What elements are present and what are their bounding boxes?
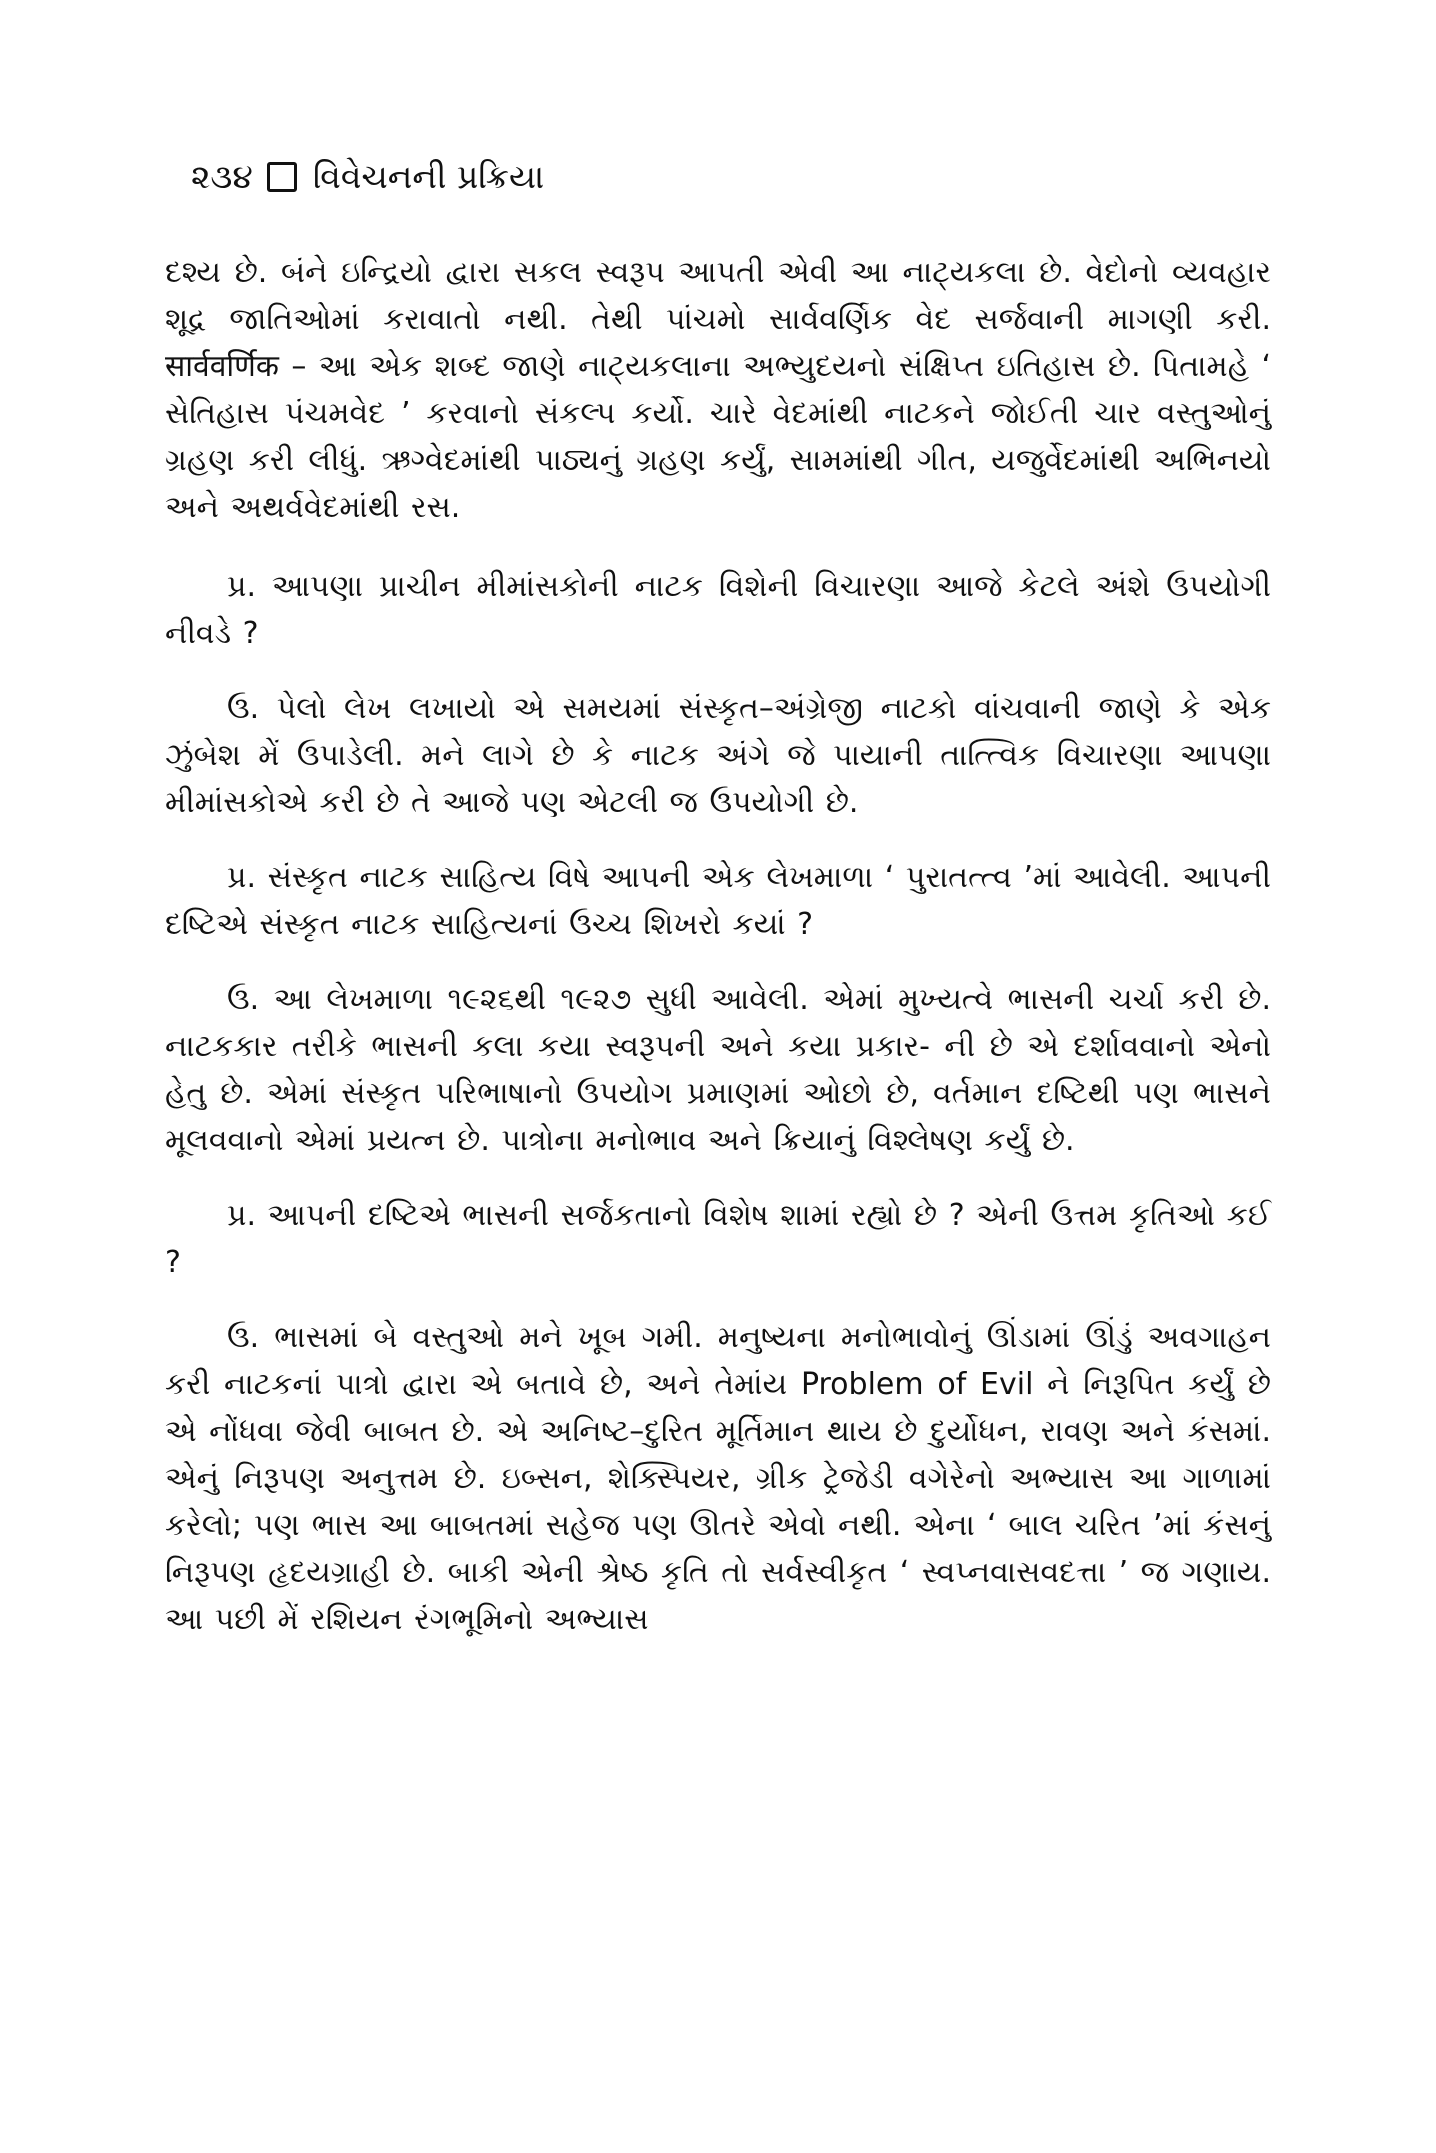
question-paragraph: પ્ર. સંસ્કૃત નાટક સાહિત્ય વિષે આપની એક લેખમાળા ‘ પુરાતત્ત્વ ’માં આવેલી. આપની દષ્ટિએ સંસ્કૃત નાટક સાહિત્યનાં ઉચ્ચ શિખરો કયાં ? (165, 860, 1271, 942)
question-paragraph: પ્ર. આપની દષ્ટિએ ભાસની સર્જકતાનો વિશેષ શામાં રહ્યો છે ? એની ઉત્તમ કૃતિઓ કઈ ? (165, 1198, 1271, 1280)
answer-paragraph: ઉ. ભાસમાં બે વસ્તુઓ મને ખૂબ ગમી. મનુષ્યના મનોભાવોનું ઊંડામાં ઊંડું અવગાહન કરી નાટકનાં પાત્રો દ્વારા એ બતાવે છે, અને તેમાંય Problem of Evil ને નિરૂપિત કર્યું છે એ નોંધવા જેવી બાબત છે. એ અનિષ્ટ–દુરિત મૂર્તિમાન થાય છે દુર્યોધન, રાવણ અને કંસમાં. એનું નિરૂપણ અનુત્તમ છે. ઇબ્સન, શેક્સ્પિયર, ગ્રીક ટ્રેજેડી વગેરેનો અભ્યાસ આ ગાળામાં કરેલો; પણ ભાસ આ બાબતમાં સહેજ પણ ઊતરે એવો નથી. એના ‘ બાલ ચરિત ’માં કંસનું નિરૂપણ હૃદયગ્રાહી છે. બાકી એની શ્રેષ્ઠ કૃતિ તો સર્વસ્વીકૃત ‘ સ્વપ્નવાસવદત્તા ’ જ ગણાય. આ પછી મેં રશિયન રંગભૂમિનો અભ્યાસ (165, 1320, 1271, 1637)
paragraph-continuation: દશ્ય છે. બંને ઇન્દ્રિયો દ્વારા સકલ સ્વરૂપ આપતી એવી આ નાટ્યકલા છે. વેદોનો વ્યવહાર શૂદ્ર જાતિઓમાં કરાવાતો નથી. તેથી પાંચમો સાર્વવર્ણિક વેદ સર્જવાની માગણી કરી. सार्ववर्णिक – આ એક શબ્દ જાણે નાટ્યકલાના અભ્યુદયનો સંક્ષિપ્ત ઇતિહાસ છે. પિતામહે ‘ સેતિહાસ પંચમવેદ ’ કરવાનો સંકલ્પ કર્યો. ચારે વેદમાંથી નાટકને જોઈતી ચાર વસ્તુઓનું ગ્રહણ કરી લીધું. ઋગ્વેદમાંથી પાઠ્યનું ગ્રહણ કર્યું, સામમાંથી ગીત, યજુર્વેદમાંથી અભિનયો અને અથર્વવેદમાંથી રસ. (165, 255, 1271, 525)
question-paragraph: પ્ર. આપણા પ્રાચીન મીમાંસકોની નાટક વિશેની વિચારણા આજે કેટલે અંશે ઉપયોગી નીવડે ? (165, 569, 1271, 651)
square-ornament-icon (267, 162, 297, 192)
book-title: વિવેચનની પ્રક્રિયા (312, 157, 545, 196)
page-number: ૨૩૪ (191, 157, 253, 196)
running-head (191, 155, 1271, 199)
answer-paragraph: ઉ. પેલો લેખ લખાયો એ સમયમાં સંસ્કૃત–અંગ્રેજી નાટકો વાંચવાની જાણે કે એક ઝુંબેશ મેં ઉપાડેલી. મને લાગે છે કે નાટક અંગે જે પાયાની તાત્ત્વિક વિચારણા આપણા મીમાંસકોએ કરી છે તે આજે પણ એટલી જ ઉપયોગી છે. (165, 691, 1271, 820)
answer-paragraph: ઉ. આ લેખમાળા ૧૯૨૬થી ૧૯૨૭ સુધી આવેલી. એમાં મુખ્યત્વે ભાસની ચર્ચા કરી છે. નાટકકાર તરીકે ભાસની કલા કયા સ્વરૂપની અને કયા પ્રકાર- ની છે એ દર્શાવવાનો એનો હેતુ છે. એમાં સંસ્કૃત પરિભાષાનો ઉપયોગ પ્રમાણમાં ઓછો છે, વર્તમાન દષ્ટિથી પણ ભાસને મૂલવવાનો એમાં પ્રયત્ન છે. પાત્રોના મનોભાવ અને ક્રિયાનું વિશ્લેષણ કર્યું છે. (165, 982, 1271, 1158)
